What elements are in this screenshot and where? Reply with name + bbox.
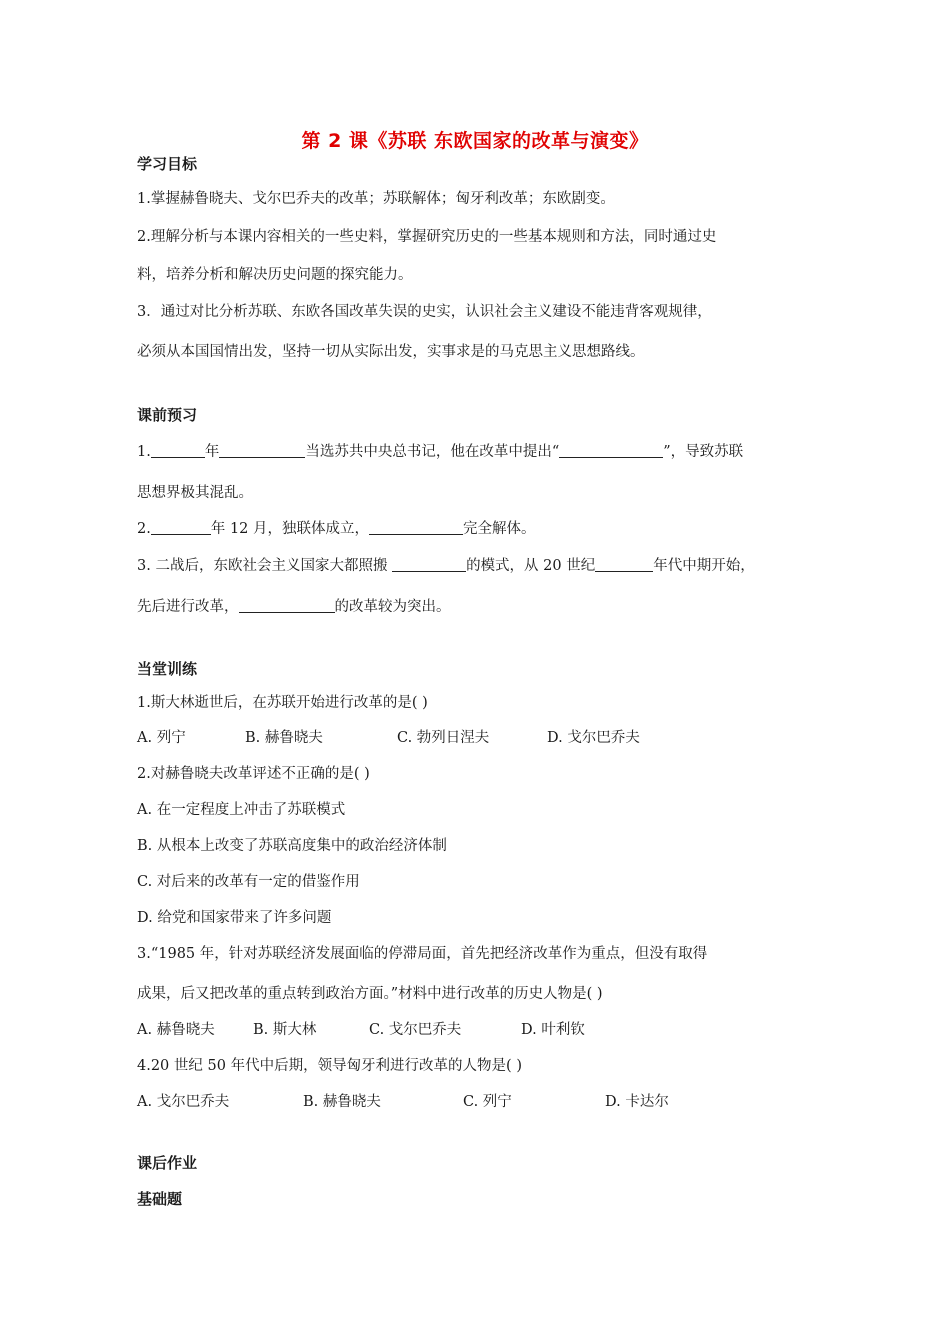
preview-q1-text-end: ”，导致苏联 (663, 444, 744, 460)
preview-q3-text: 3. 二战后，东欧社会主义国家大都照搬 (137, 558, 393, 574)
option-a[interactable]: A. 戈尔巴乔夫 (137, 1094, 230, 1110)
objective-3-line-1: 3．通过对比分析苏联、东欧各国改革失误的史实，认识社会主义建设不能违背客观规律， (137, 304, 712, 320)
practice-q2-option-c[interactable]: C. 对后来的改革有一定的借鉴作用 (137, 874, 360, 890)
preview-heading: 课前预习 (137, 406, 198, 424)
practice-q2-option-b[interactable]: B. 从根本上改变了苏联高度集中的政治经济体制 (137, 838, 447, 854)
blank-decade[interactable] (595, 556, 653, 572)
preview-question-1 (137, 440, 743, 461)
practice-heading: 当堂训练 (137, 660, 198, 678)
option-a[interactable]: A. 赫鲁晓夫 (137, 1022, 215, 1038)
objective-3-line-2: 必须从本国国情出发，坚持一切从实际出发，实事求是的马克思主义思想路线。 (137, 344, 645, 360)
blank-reform-country[interactable] (239, 597, 335, 613)
page-title: 第 2 课《苏联 东欧国家的改革与演变》 (301, 130, 649, 152)
practice-q3-options (137, 1018, 585, 1039)
practice-question-3-line-1: 3.“1985 年，针对苏联经济发展面临的停滞局面，首先把经济改革作为重点，但没有取得 (137, 946, 708, 962)
option-d[interactable]: D. 戈尔巴乔夫 (547, 730, 640, 746)
preview-q1-number: 1. (137, 444, 151, 460)
preview-question-3 (137, 554, 755, 575)
option-b[interactable]: B. 斯大林 (253, 1022, 317, 1038)
preview-q2-text-end: 完全解体。 (463, 521, 536, 537)
preview-question-2 (137, 517, 536, 538)
practice-q2-option-a[interactable]: A. 在一定程度上冲击了苏联模式 (137, 802, 346, 818)
blank-slogan[interactable] (559, 442, 663, 458)
option-c[interactable]: C. 列宁 (463, 1094, 512, 1110)
preview-q3-text-3: 的改革较为突出。 (334, 599, 451, 615)
preview-q3-text-end: 年代中期开始， (653, 558, 755, 574)
practice-q4-options (137, 1090, 669, 1111)
option-c[interactable]: C. 勃列日涅夫 (397, 730, 490, 746)
preview-q1-text-year: 年 (204, 444, 220, 460)
objective-1: 1.掌握赫鲁晓夫、戈尔巴乔夫的改革；苏联解体；匈牙利改革；东欧剧变。 (137, 191, 615, 207)
objective-2-line-2: 料，培养分析和解决历史问题的探究能力。 (137, 267, 413, 283)
preview-question-1-cont: 思想界极其混乱。 (137, 485, 253, 501)
practice-question-1: 1.斯大林逝世后，在苏联开始进行改革的是( ) (137, 695, 428, 711)
option-a[interactable]: A. 列宁 (137, 730, 186, 746)
homework-subheading: 基础题 (137, 1190, 183, 1208)
blank-year[interactable] (151, 442, 205, 458)
blank-person[interactable] (219, 442, 305, 458)
homework-heading: 课后作业 (137, 1154, 198, 1172)
option-b[interactable]: B. 赫鲁晓夫 (245, 730, 323, 746)
preview-q3-text-2: 先后进行改革， (137, 599, 239, 615)
practice-question-3-line-2: 成果，后又把改革的重点转到政治方面。”材料中进行改革的历史人物是( ) (137, 986, 603, 1002)
blank-year-2[interactable] (151, 519, 211, 535)
preview-question-3-cont (137, 595, 451, 616)
practice-q1-options (137, 726, 640, 747)
preview-q2-number: 2. (137, 521, 151, 537)
preview-q3-text-mid: 的模式，从 20 世纪 (466, 558, 596, 574)
practice-question-4: 4.20 世纪 50 年代中后期，领导匈牙利进行改革的人物是( ) (137, 1058, 522, 1074)
option-d[interactable]: D. 叶利钦 (521, 1022, 585, 1038)
preview-q2-text: 年 12 月，独联体成立， (210, 521, 370, 537)
blank-country[interactable] (369, 519, 463, 535)
objective-2-line-1: 2.理解分析与本课内容相关的一些史料，掌握研究历史的一些基本规则和方法，同时通过史 (137, 229, 717, 245)
option-c[interactable]: C. 戈尔巴乔夫 (369, 1022, 462, 1038)
preview-q1-text-mid: 当选苏共中央总书记，他在改革中提出“ (305, 444, 560, 460)
option-d[interactable]: D. 卡达尔 (605, 1094, 669, 1110)
practice-q2-option-d[interactable]: D. 给党和国家带来了许多问题 (137, 910, 332, 926)
objectives-heading: 学习目标 (137, 155, 198, 173)
option-b[interactable]: B. 赫鲁晓夫 (303, 1094, 381, 1110)
blank-model[interactable] (392, 556, 466, 572)
practice-question-2: 2.对赫鲁晓夫改革评述不正确的是( ) (137, 766, 370, 782)
